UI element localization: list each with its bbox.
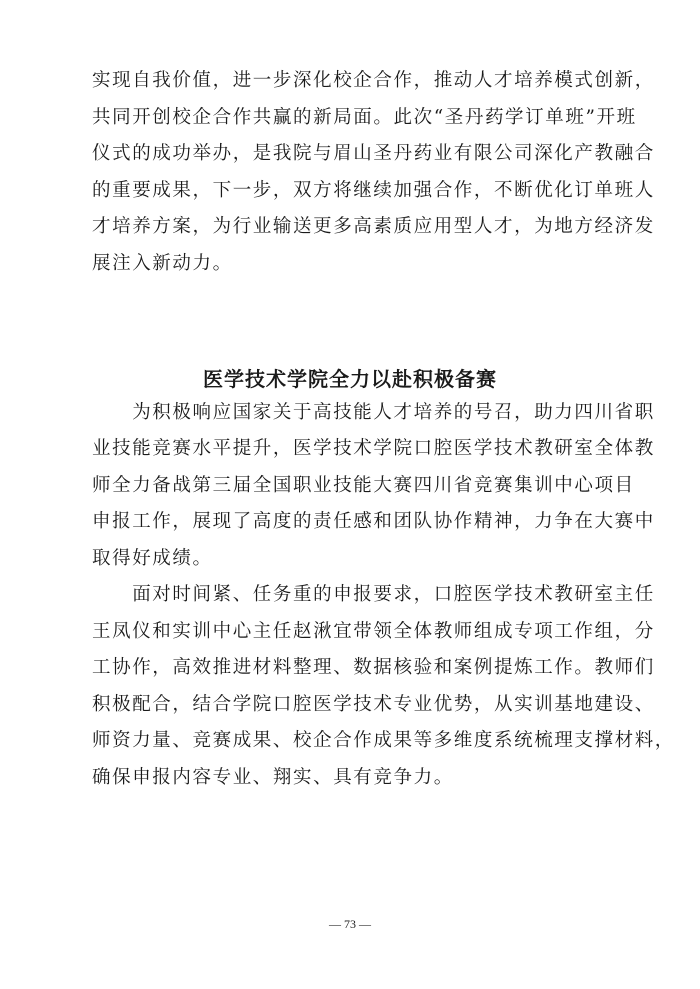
body-text-line: 王凤仪和实训中心主任赵湫宜带领全体教师组成专项工作组，分 [92, 621, 655, 642]
page-number: — 73 — [329, 917, 371, 931]
body-text-line: 展注入新动力。 [92, 253, 233, 274]
article-title: 医学技术学院全力以赴积极备赛 [203, 367, 497, 391]
body-text-line: 师全力备战第三届全国职业技能大赛四川省竞赛集训中心项目 [92, 475, 635, 496]
body-text-line: 为积极响应国家关于高技能人才培养的号召，助力四川省职 [92, 402, 655, 423]
body-text-line: 实现自我价值，进一步深化校企合作，推动人才培养模式创新， [92, 70, 655, 91]
body-text-line: 申报工作，展现了高度的责任感和团队协作精神，力争在大赛中 [92, 511, 655, 532]
body-text-line: 业技能竞赛水平提升，医学技术学院口腔医学技术教研室全体教 [92, 438, 655, 459]
body-text-line: 积极配合，结合学院口腔医学技术专业优势，从实训基地建设、 [92, 694, 655, 715]
body-text-line: 师资力量、竞赛成果、校企合作成果等多维度系统梳理支撑材料， [92, 730, 675, 751]
body-text-line: 工协作，高效推进材料整理、数据核验和案例提炼工作。教师们 [92, 657, 655, 678]
body-text-line: 才培养方案，为行业输送更多高素质应用型人才，为地方经济发 [92, 216, 655, 237]
body-text-line: 取得好成绩。 [92, 548, 213, 569]
body-text-line: 面对时间紧、任务重的申报要求，口腔医学技术教研室主任 [92, 584, 655, 605]
body-text-line: 仪式的成功举办，是我院与眉山圣丹药业有限公司深化产教融合 [92, 143, 655, 164]
body-text-line: 确保申报内容专业、翔实、具有竞争力。 [92, 767, 454, 788]
body-text-line: 共同开创校企合作共赢的新局面。此次“圣丹药学订单班”开班 [92, 107, 637, 128]
body-text-line: 的重要成果，下一步，双方将继续加强合作，不断优化订单班人 [92, 180, 655, 201]
